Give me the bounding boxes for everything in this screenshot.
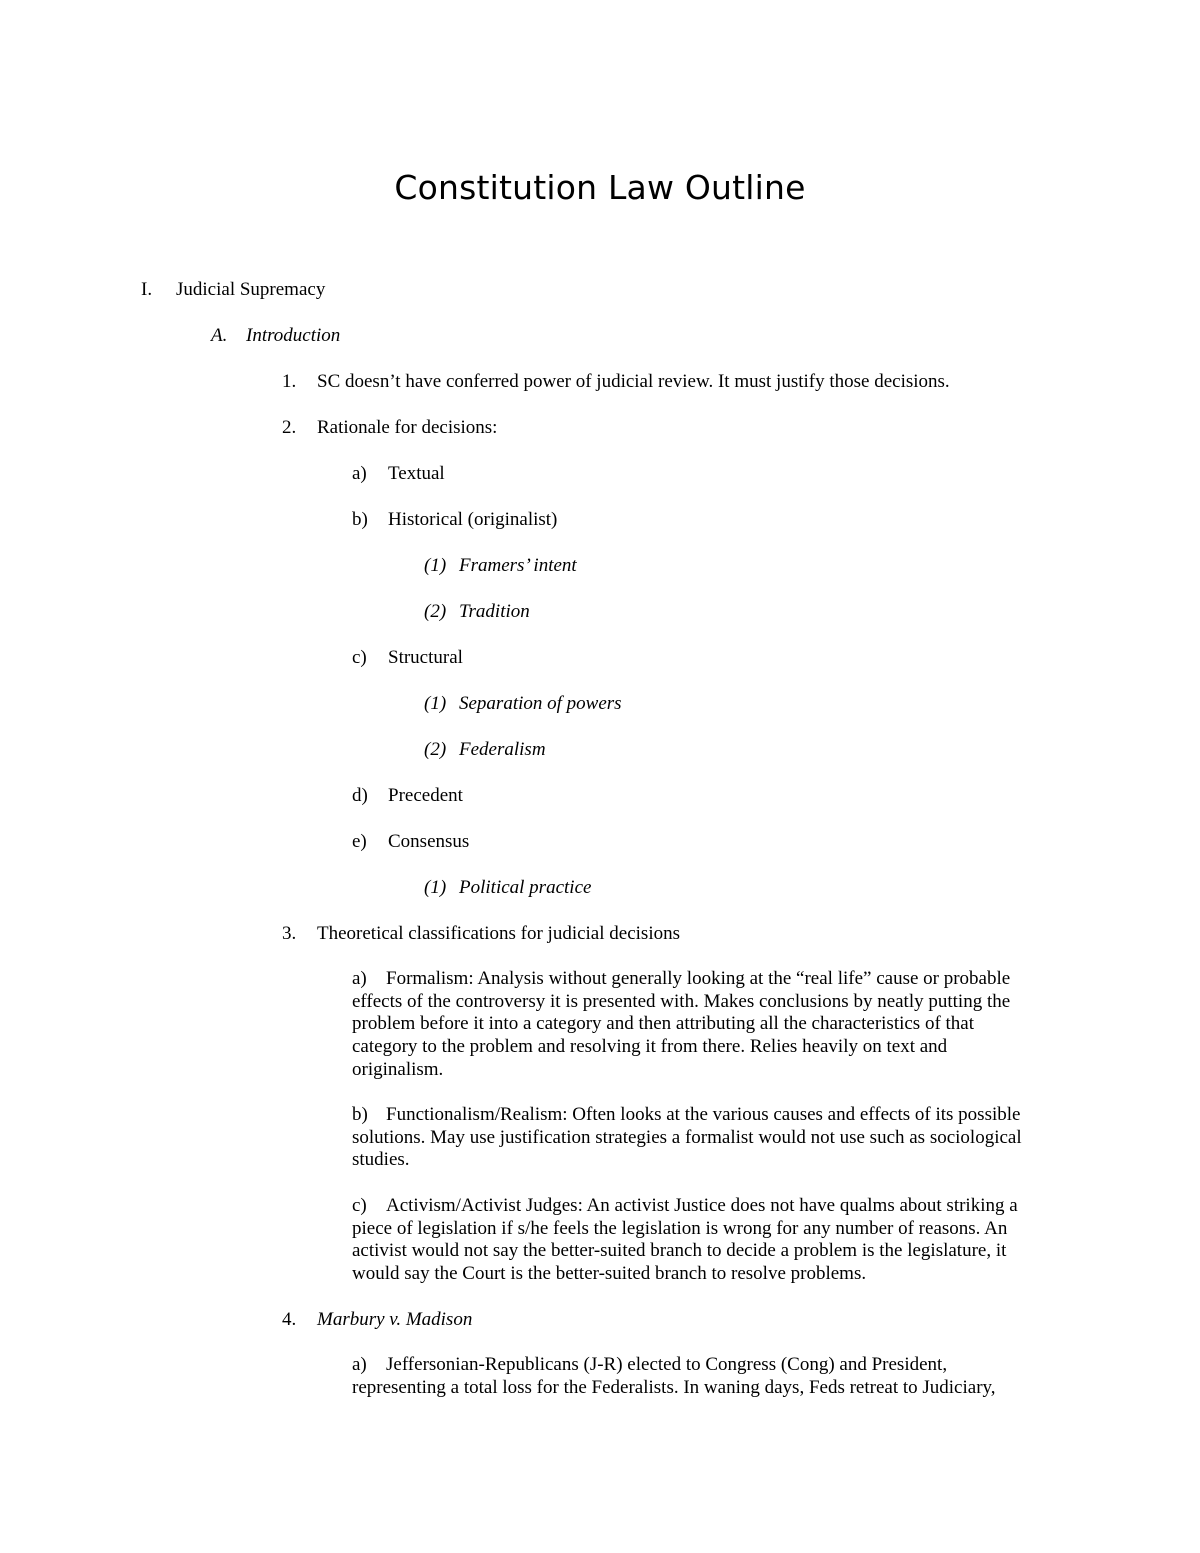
outline-text: Framers’ intent [459,555,577,576]
paragraph-line: originalism. [352,1058,444,1080]
outline-number: b) [352,509,368,530]
outline-number: (1) [424,877,447,898]
outline-paragraph-4a [352,1354,1052,1399]
paragraph-line: activist would not say the better-suited branch to decide a problem is the legislature, it [352,1240,1007,1262]
outline-paragraph-3b [352,1104,1052,1172]
outline-text: Consensus [388,831,470,852]
paragraph-label: c) [352,1195,367,1216]
outline-text: SC doesn’t have conferred power of judicial review. It must justify those decisions. [317,371,950,392]
outline-paragraph-3c [352,1195,1052,1286]
paragraph-line [352,1104,1052,1127]
outline-text: Historical (originalist) [388,509,558,530]
paragraph-line: effects of the controversy it is presented with. Makes conclusions by neatly putting the [352,990,1011,1012]
outline-number: 3. [282,923,297,944]
outline-number: 4. [282,1309,297,1330]
outline-text: Rationale for decisions: [317,417,498,438]
outline-number: I. [141,279,153,300]
paragraph-line [352,968,1052,991]
outline-text: Introduction [246,325,341,346]
outline-number: (1) [424,693,447,714]
outline-text: Precedent [388,785,463,806]
outline-paragraph-3a [352,968,1052,1082]
outline-text: Tradition [459,601,530,622]
paragraph-text: Formalism: Analysis without generally looking at the “real life” cause or probable [386,968,1011,989]
paragraph-text: Functionalism/Realism: Often looks at the various causes and effects of its possible [386,1104,1021,1125]
outline-number: 1. [282,371,297,392]
outline-text: Textual [388,463,445,484]
paragraph-line: solutions. May use justification strategies a formalist would not use such as sociological [352,1126,1022,1148]
outline-number: (2) [424,601,447,622]
outline-text: Political practice [459,877,592,898]
paragraph-line: would say the Court is the better-suited branch to resolve problems. [352,1263,867,1285]
outline-number: e) [352,831,367,852]
outline-number: (1) [424,555,447,576]
outline-number: (2) [424,739,447,760]
paragraph-line [352,1354,1052,1377]
paragraph-label: a) [352,968,367,989]
document-title: Constitution Law Outline [394,168,806,207]
paragraph-text: Jeffersonian-Republicans (J-R) elected to Congress (Cong) and President, [386,1354,948,1375]
outline-number: a) [352,463,367,484]
outline-number: c) [352,647,367,668]
paragraph-line: representing a total loss for the Federalists. In waning days, Feds retreat to Judiciary, [352,1376,996,1398]
outline-number: d) [352,785,368,806]
paragraph-text: Activism/Activist Judges: An activist Justice does not have qualms about striking a [386,1195,1018,1216]
outline-text: Federalism [459,739,546,760]
paragraph-line: category to the problem and resolving it from there. Relies heavily on text and [352,1036,948,1058]
outline-text: Judicial Supremacy [176,279,326,300]
outline-text: Marbury v. Madison [317,1309,473,1330]
outline-number: A. [211,325,228,346]
outline-text: Separation of powers [459,693,622,714]
paragraph-label: a) [352,1354,367,1375]
paragraph-line: problem before it into a category and then attributing all the characteristics of that [352,1013,975,1035]
paragraph-line: studies. [352,1149,410,1171]
paragraph-label: b) [352,1104,368,1125]
outline-number: 2. [282,417,297,438]
paragraph-line [352,1195,1052,1218]
paragraph-line: piece of legislation if s/he feels the legislation is wrong for any number of reasons. An [352,1217,1008,1239]
outline-text: Structural [388,647,463,668]
outline-text: Theoretical classifications for judicial decisions [317,923,680,944]
